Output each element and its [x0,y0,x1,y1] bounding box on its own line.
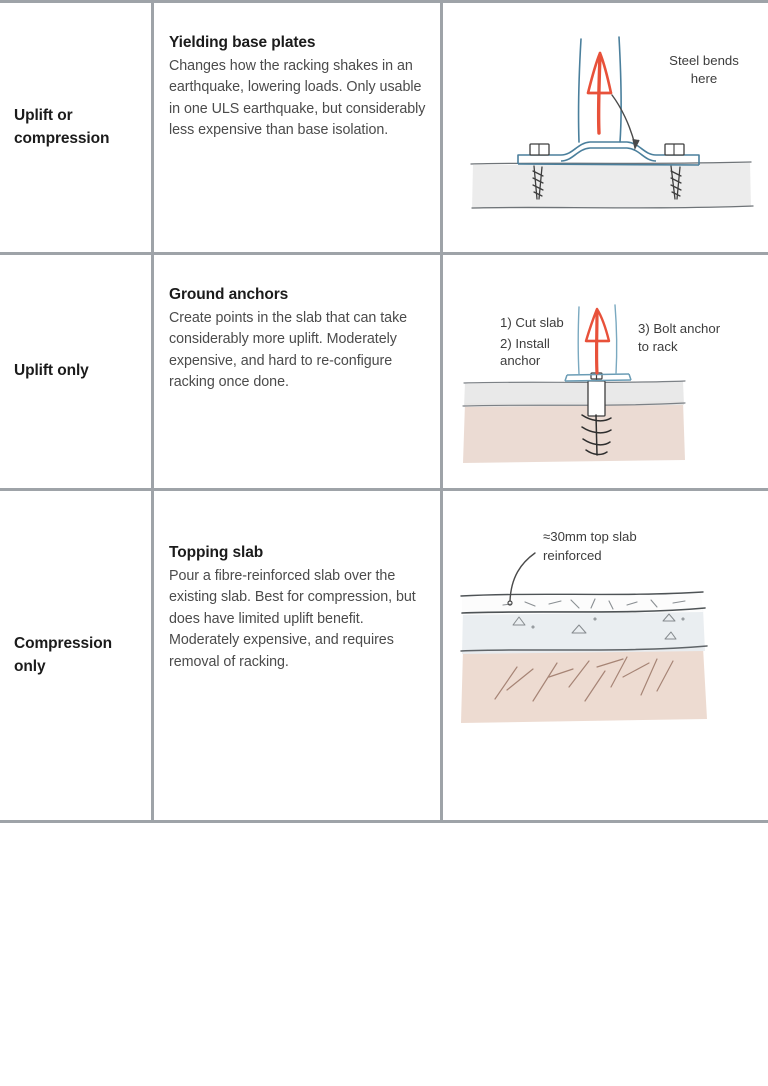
ground-anchor-sketch [445,255,768,488]
uplift-arrow [586,309,609,373]
existing-slab-layer [461,608,707,654]
row-1-title: Yielding base plates [169,34,316,51]
row-2-title: Ground anchors [169,286,289,303]
row-1-figure-cell [445,3,768,252]
row-1-category-label: Uplift or compression [14,107,110,147]
row-3-figure-cell [445,491,768,820]
row-1-body: Changes how the racking shakes in an earthquake, lowering loads. Only usable in one ULS earthquake, but considerably less expensive than base isolation. [169,57,426,139]
row-1-category-cell [0,3,152,252]
row-1-description-cell [155,3,442,252]
uplift-arrow [588,53,611,133]
row-3-description-cell [155,491,442,820]
row-2-category-cell [0,255,152,488]
row-2-figure-cell [445,255,768,488]
annotation-top-slab-thickness: ≈30mm top slab [543,529,637,544]
row-2-category-label: Uplift only [14,362,89,380]
yielding-base-plate-sketch [445,3,768,252]
row-3-body: Pour a fibre-reinforced slab over the existing slab. Best for compression, but does have limited uplift benefit. Moderately expensive, and requires removal of racking. [169,567,416,670]
annotation-bolt-anchor: 3) Bolt anchor [638,321,721,336]
annotation-anchor: anchor [500,353,541,368]
table-row [0,491,768,820]
table-border-bottom [0,820,768,823]
row-2-body: Create points in the slab that can take considerably more uplift. Moderately expensive, and hard to re-configure racking once done. [169,309,408,391]
annotation-label-line-1: Steel bends [669,53,739,68]
row-3-category-cell [0,491,152,820]
row-2-description-cell [155,255,442,488]
table-row [0,255,768,488]
table-row [0,3,768,252]
topping-slab-sketch [445,491,768,820]
bolt-heads [530,144,684,155]
slab-layer [463,381,685,407]
annotation-to-rack: to rack [638,339,678,354]
row-3-category-label: Compression only [14,635,112,675]
annotation-install: 2) Install [500,336,550,351]
anchor-sleeve [588,381,605,416]
slab-layer [471,162,753,209]
annotation-reinforced: reinforced [543,548,602,563]
topping-slab-layer [461,592,705,615]
annotation-steel-bends-here [612,95,639,148]
row-3-title: Topping slab [169,544,264,561]
soil-layer [463,401,685,463]
soil-layer [461,647,707,723]
annotation-cut-slab: 1) Cut slab [500,315,564,330]
annotation-label-line-2: here [690,71,718,86]
